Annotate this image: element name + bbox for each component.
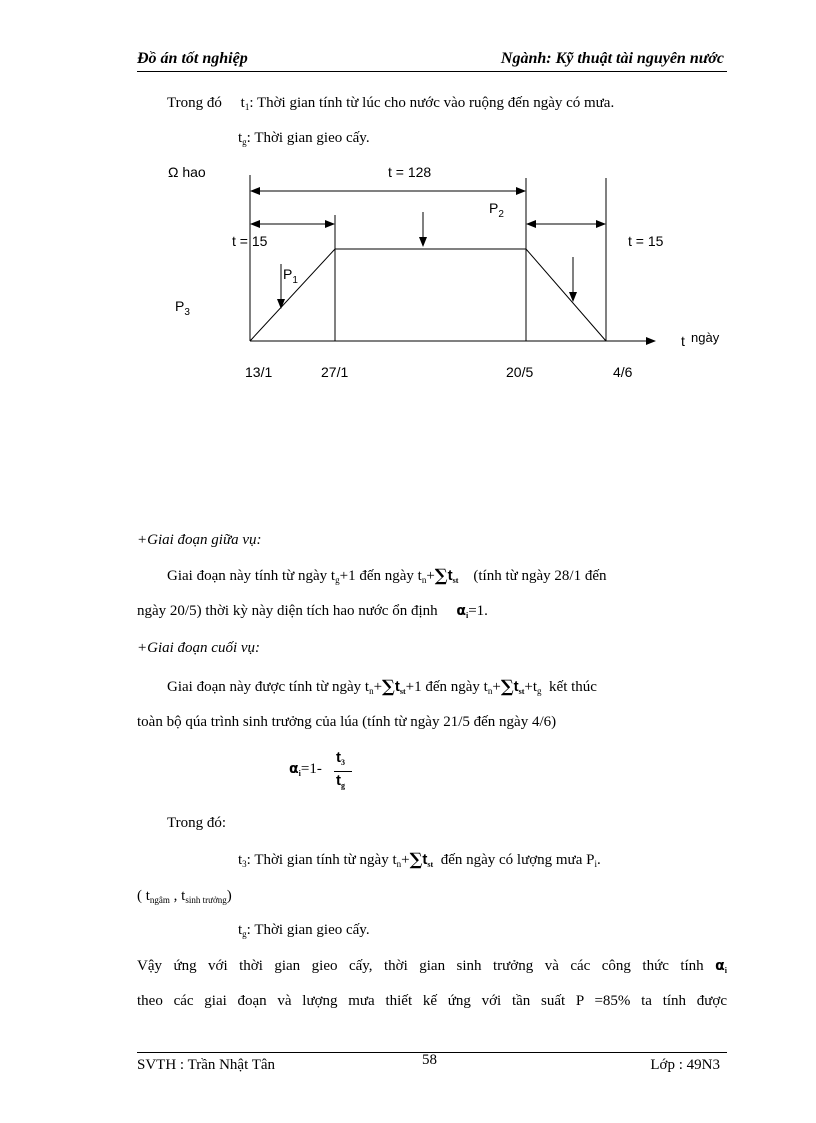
- t1-description: : Thời gian tính từ lúc cho nước vào ruộng đến ngày có mưa.: [249, 95, 615, 111]
- date-label-4-6: 4/6: [613, 364, 633, 380]
- p2-label: $P_2$: [489, 200, 504, 220]
- date-label-27-1: 27/1: [321, 364, 349, 380]
- x-axis-unit-label: ngày: [691, 330, 720, 345]
- water-consumption-diagram: [0, 0, 816, 400]
- consumption-curve: [250, 249, 606, 341]
- header-left: Đồ án tốt nghiệp: [137, 50, 248, 67]
- span-right-label: t = 15: [628, 233, 664, 249]
- mid-stage-line1: Giai đoạn này tính từ ngày $t_g+1$ đến ngày $t_n+\sum t_{st}$ (tính từ ngày 28/1 đến: [167, 566, 607, 586]
- end-stage-line2: toàn bộ qúa trình sinh trưởng của lúa (tính từ ngày 21/5 đến ngày 4/6): [137, 714, 557, 730]
- y-axis-label: Ω hao: [168, 164, 206, 180]
- end-stage-line1: Giai đoạn này được tính từ ngày $t_n+\sum t_{st}+1$ đến ngày $t_n+\sum t_{st}+t_g$ kết thúc: [167, 677, 597, 697]
- tg-symbol: t: [238, 130, 243, 146]
- alpha-symbol: α: [456, 603, 466, 619]
- alpha-formula: $\alpha_i=1-$ $t_3$ $t_g$: [289, 749, 369, 799]
- header-right: Ngành: Kỹ thuật tài nguyên nước: [500, 50, 724, 67]
- t1-subscript: 1: [244, 102, 250, 112]
- tg-description: : Thời gian gieo cấy.: [246, 130, 370, 146]
- x-axis-t-label: t: [681, 333, 685, 349]
- explain-tg-line: $t_g$: Thời gian gieo cấy.: [238, 922, 370, 939]
- end-stage-heading: +Giai đoạn cuối vụ:: [137, 640, 261, 656]
- explain-trong-do: Trong đó:: [167, 815, 227, 831]
- sum-symbol: ∑: [434, 566, 448, 586]
- p3-label: $P_3$: [175, 298, 190, 318]
- span-total-label: t = 128: [388, 164, 432, 180]
- conclusion-line1: Vậy ứng với thời gian gieo cấy, thời gian sinh trưởng và các công thức tính $\alpha_i$: [137, 958, 727, 975]
- span-left-label: t = 15: [232, 233, 268, 249]
- conclusion-line2: theo các giai đoạn và lượng mưa thiết kế ứng với tần suất P =85% ta tính được: [137, 993, 727, 1009]
- mid-stage-line2: ngày 20/5) thời kỳ này diện tích hao nước ổn định $\alpha_i=1$.: [137, 603, 488, 620]
- date-label-13-1: 13/1: [245, 364, 273, 380]
- date-label-20-5: 20/5: [506, 364, 534, 380]
- footer-right: Lớp : 49N3: [650, 1057, 720, 1073]
- trong-do-label: Trong đó: [167, 95, 222, 111]
- mid-stage-heading: +Giai đoạn giữa vụ:: [137, 532, 262, 548]
- page-number: 58: [422, 1052, 437, 1068]
- explain-t3-line: $t_3$: Thời gian tính từ ngày $t_n+\sum t_{st}$ đến ngày có lượng mưa $P_i$.: [238, 850, 601, 870]
- tg-subscript: g: [242, 137, 247, 147]
- footer-left: SVTH : Trần Nhật Tân: [137, 1057, 276, 1073]
- t1-symbol: t: [240, 95, 245, 111]
- explain-paren-line: ( $t_{ngâm}$ , $t_{sinh trưởng}$): [137, 888, 232, 905]
- p1-label: $P_1$: [283, 266, 298, 286]
